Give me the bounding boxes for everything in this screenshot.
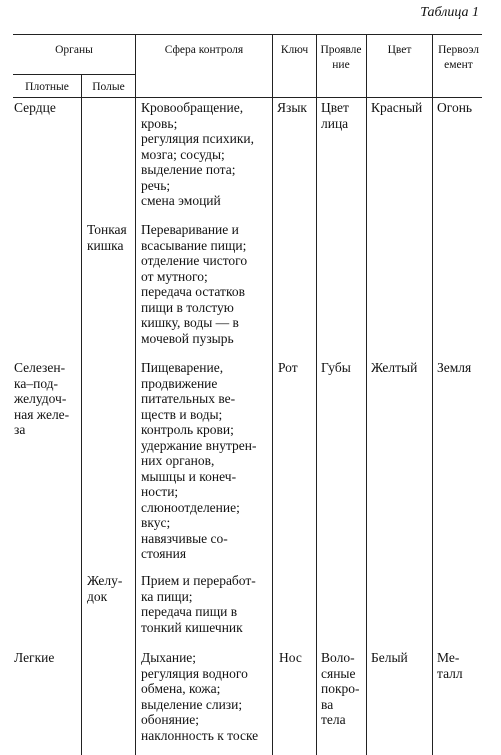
cell-heart-dense: Сердце	[14, 100, 56, 115]
header-rule	[13, 97, 482, 98]
top-rule	[13, 34, 482, 35]
column-divider	[366, 35, 367, 755]
cell-lungs-element: Ме- талл	[437, 650, 463, 681]
cell-small-intestine-hollow: Тонкая кишка	[87, 222, 127, 253]
cell-lungs-dense: Легкие	[14, 650, 55, 665]
cell-heart-sphere: Кровообращение, кровь; регуляция психики, мозга; сосуды; выделение пота; речь; смена эмоций	[141, 100, 254, 208]
cell-heart-key: Язык	[277, 100, 307, 115]
header-organs: Органы	[55, 44, 93, 56]
header-color: Цвет	[387, 44, 412, 56]
header-sphere: Сфера контроля	[164, 44, 244, 56]
cell-small-intestine-sphere: Переваривание и всасывание пищи; отделение чистого от мутного; передача остатков пищи в толстую кишку, воды — в мочевой пузырь	[141, 222, 248, 346]
column-divider	[81, 75, 82, 755]
cell-heart-element: Огонь	[437, 100, 473, 115]
cell-spleen-key: Рот	[278, 360, 298, 375]
header-key: Ключ	[280, 44, 309, 56]
cell-stomach-sphere: Прием и переработ- ка пищи; передача пищи в тонкий кишечник	[141, 573, 256, 635]
cell-lungs-sphere: Дыхание; регуляция водного обмена, кожа; выделение слизи; обоняние; наклонность к тоске	[141, 650, 259, 743]
cell-lungs-color: Белый	[371, 650, 408, 665]
column-divider	[272, 35, 273, 755]
cell-heart-color: Красный	[371, 100, 423, 115]
cell-spleen-dense: Селезен- ка–под- желудоч- ная желе- за	[14, 360, 70, 437]
column-divider	[432, 35, 433, 755]
column-divider	[135, 35, 136, 755]
cell-lungs-manifestation: Воло- сяные покро- ва тела	[321, 650, 360, 727]
header-manifestation: Проявление	[320, 44, 362, 71]
cell-lungs-key: Нос	[279, 650, 302, 665]
cell-spleen-element: Земля	[437, 360, 472, 375]
cell-spleen-manifestation: Губы	[321, 360, 351, 375]
organs-subheader-rule	[13, 74, 135, 75]
cell-stomach-hollow: Желу- док	[87, 573, 123, 604]
cell-heart-manifestation: Цвет лица	[321, 100, 349, 131]
header-element: Первоэлемент	[438, 44, 479, 71]
table-caption: Таблица 1	[420, 5, 479, 20]
header-dense: Плотные	[25, 81, 69, 93]
cell-spleen-sphere: Пищеварение, продвижение питательных ве- ществ и воды; контроль крови; удержание внутрен- них органов, мышцы и конеч- ности; слюноотделение; вкус; навязчивые со- стояния	[141, 360, 257, 561]
cell-spleen-color: Желтый	[371, 360, 418, 375]
header-hollow: Полые	[92, 81, 125, 93]
column-divider	[316, 35, 317, 755]
